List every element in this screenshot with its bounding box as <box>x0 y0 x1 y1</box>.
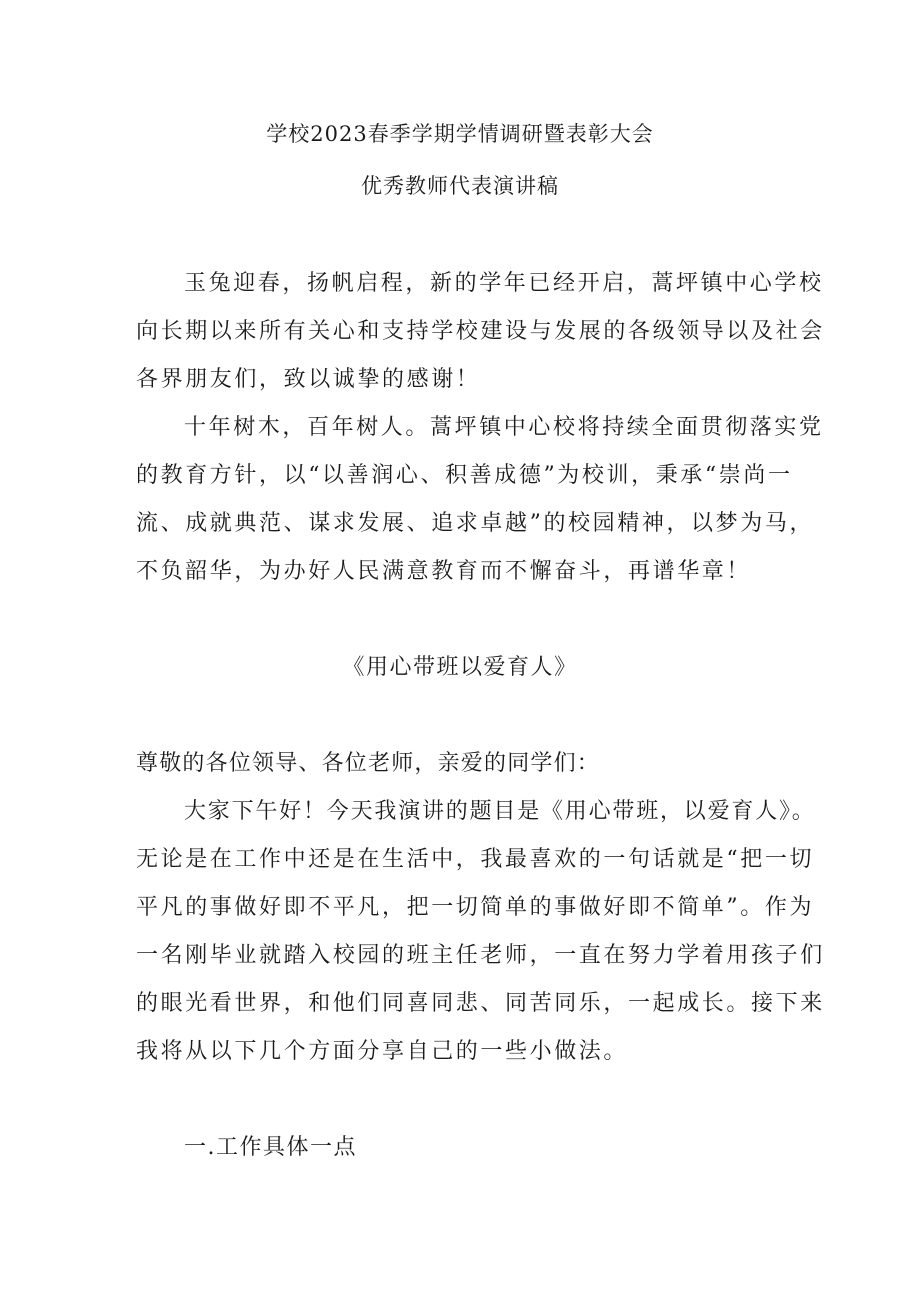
paragraph-line: 流、成就典范、谋求发展、追求卓越”的校园精神，以梦为马， <box>136 511 815 536</box>
paragraph-line: 大家下午好！今天我演讲的题目是《用心带班，以爱育人》。 <box>184 799 816 824</box>
paragraph-line: 的教育方针，以“以善润心、积善成德”为校训，秉承“崇尚一 <box>136 463 793 488</box>
paragraph-line: 一名刚毕业就踏入校园的班主任老师，一直在努力学着用孩子们 <box>136 943 825 968</box>
paragraph-line: 各界朋友们，致以诚挚的感谢！ <box>136 367 481 392</box>
document-title: 学校2023春季学期学情调研暨表彰大会 <box>266 122 654 146</box>
paragraph-line: 无论是在工作中还是在生活中，我最喜欢的一句话就是“把一切 <box>136 847 815 872</box>
paragraph-line: 十年树木，百年树人。蒿坪镇中心校将持续全面贯彻落实党 <box>184 415 824 440</box>
paragraph-line: 玉兔迎春，扬帆启程，新的学年已经开启，蒿坪镇中心学校 <box>184 271 824 296</box>
paragraph-line: 不负韶华，为办好人民满意教育而不懈奋斗，再谱华章！ <box>136 559 752 584</box>
document-subtitle: 优秀教师代表演讲稿 <box>361 174 559 198</box>
section-heading: 一.工作具体一点 <box>184 1135 357 1160</box>
paragraph-line: 我将从以下几个方面分享自己的一些小做法。 <box>136 1039 629 1064</box>
greeting: 尊敬的各位领导、各位老师，亲爱的同学们： <box>136 751 601 776</box>
speech-title: 《用心带班以爱育人》 <box>342 655 578 680</box>
paragraph-line: 平凡的事做好即不平凡，把一切简单的事做好即不简单”。作为 <box>136 895 815 920</box>
paragraph-line: 的眼光看世界，和他们同喜同悲、同苦同乐，一起成长。接下来 <box>136 991 825 1016</box>
paragraph-line: 向长期以来所有关心和支持学校建设与发展的各级领导以及社会 <box>136 319 825 344</box>
